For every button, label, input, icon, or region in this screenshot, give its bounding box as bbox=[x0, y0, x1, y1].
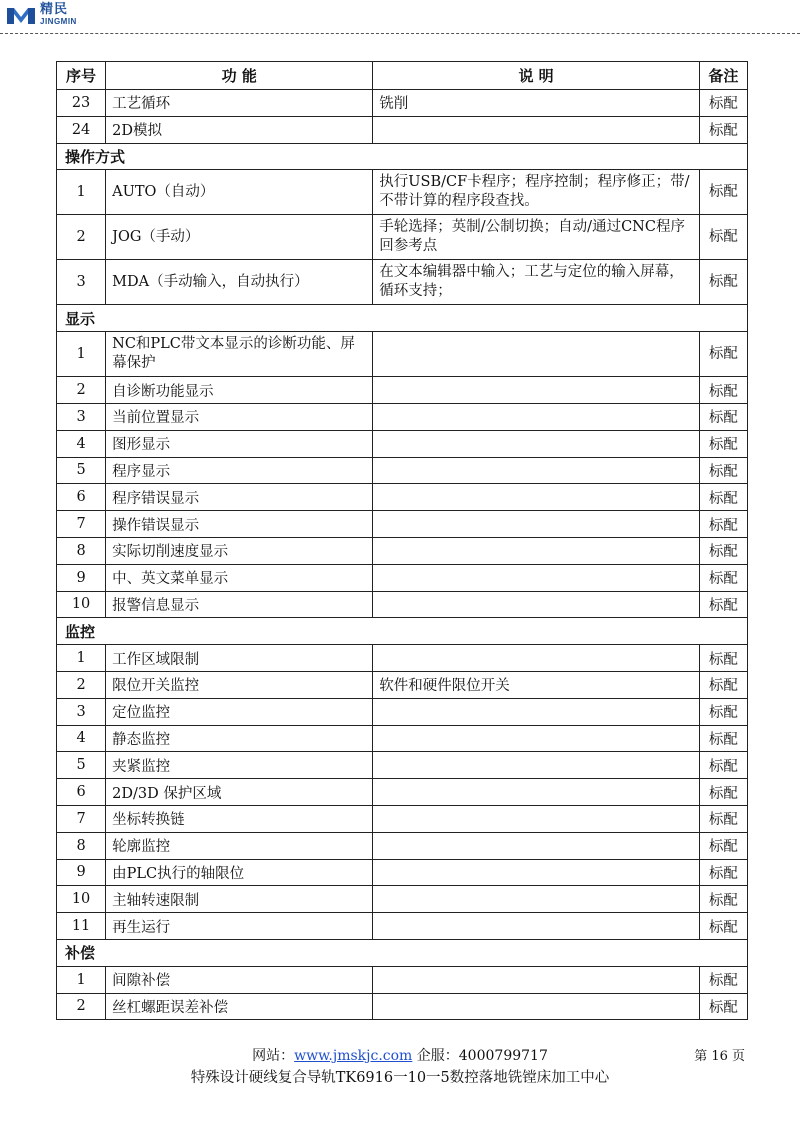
row-desc bbox=[373, 484, 700, 511]
table-row bbox=[57, 457, 748, 484]
table-row bbox=[57, 886, 748, 913]
row-no: 1 bbox=[57, 332, 106, 377]
footer-document-title: 特殊设计硬线复合导轨TK6916一10一5数控落地铣镗床加工中心 bbox=[190, 1070, 610, 1086]
table-row bbox=[57, 377, 748, 404]
row-no: 9 bbox=[57, 564, 106, 591]
row-remark: 标配 bbox=[699, 332, 747, 377]
section-title-monitoring: 监控 bbox=[57, 618, 748, 645]
row-desc bbox=[373, 564, 700, 591]
company-logo bbox=[6, 3, 77, 29]
row-remark: 标配 bbox=[699, 832, 747, 859]
row-function: 工艺循环 bbox=[106, 90, 373, 117]
row-desc bbox=[373, 725, 700, 752]
table-row bbox=[57, 260, 748, 305]
row-no: 5 bbox=[57, 457, 106, 484]
row-desc bbox=[373, 430, 700, 457]
table-row bbox=[57, 90, 748, 117]
row-no: 1 bbox=[57, 645, 106, 672]
row-remark: 标配 bbox=[699, 591, 747, 618]
table-row bbox=[57, 698, 748, 725]
row-remark: 标配 bbox=[699, 90, 747, 117]
row-function: JOG（手动） bbox=[106, 215, 373, 260]
table-row bbox=[57, 430, 748, 457]
table-header-row bbox=[57, 62, 748, 90]
section-title-compensation: 补偿 bbox=[57, 939, 748, 966]
row-no: 5 bbox=[57, 752, 106, 779]
logo-name-en: JINGMIN bbox=[40, 17, 77, 26]
row-remark: 标配 bbox=[699, 484, 747, 511]
row-desc bbox=[373, 993, 700, 1020]
table-row bbox=[57, 511, 748, 538]
col-header-remark: 备注 bbox=[699, 62, 747, 90]
row-function: 程序显示 bbox=[106, 457, 373, 484]
section-title-display: 显示 bbox=[57, 305, 748, 332]
table-row bbox=[57, 215, 748, 260]
row-function: 工作区域限制 bbox=[106, 645, 373, 672]
row-desc bbox=[373, 832, 700, 859]
row-remark: 标配 bbox=[699, 752, 747, 779]
row-function: 静态监控 bbox=[106, 725, 373, 752]
row-remark: 标配 bbox=[699, 671, 747, 698]
row-remark: 标配 bbox=[699, 725, 747, 752]
table-row bbox=[57, 332, 748, 377]
table-row bbox=[57, 484, 748, 511]
row-function: 丝杠螺距误差补偿 bbox=[106, 993, 373, 1020]
table-row bbox=[57, 752, 748, 779]
row-desc bbox=[373, 698, 700, 725]
row-function: 当前位置显示 bbox=[106, 403, 373, 430]
row-desc bbox=[373, 332, 700, 377]
row-function: 图形显示 bbox=[106, 430, 373, 457]
row-no: 1 bbox=[57, 966, 106, 993]
row-desc: 手轮选择；英制/公制切换；自动/通过CNC程序回参考点 bbox=[373, 215, 700, 260]
row-no: 2 bbox=[57, 377, 106, 404]
row-desc bbox=[373, 116, 700, 143]
row-remark: 标配 bbox=[699, 564, 747, 591]
row-desc: 执行USB/CF卡程序；程序控制；程序修正；带/不带计算的程序段查找。 bbox=[373, 170, 700, 215]
row-function: 由PLC执行的轴限位 bbox=[106, 859, 373, 886]
row-function: 夹紧监控 bbox=[106, 752, 373, 779]
row-desc bbox=[373, 779, 700, 806]
row-no: 3 bbox=[57, 403, 106, 430]
row-function: 中、英文菜单显示 bbox=[106, 564, 373, 591]
table-row bbox=[57, 859, 748, 886]
row-no: 7 bbox=[57, 805, 106, 832]
row-no: 1 bbox=[57, 170, 106, 215]
row-remark: 标配 bbox=[699, 698, 747, 725]
spec-table bbox=[56, 61, 748, 1020]
row-remark: 标配 bbox=[699, 913, 747, 940]
table-row bbox=[57, 116, 748, 143]
table-row bbox=[57, 725, 748, 752]
row-remark: 标配 bbox=[699, 645, 747, 672]
row-remark: 标配 bbox=[699, 215, 747, 260]
row-desc bbox=[373, 403, 700, 430]
row-function: 2D模拟 bbox=[106, 116, 373, 143]
footer-site-label: 网站： bbox=[252, 1048, 295, 1064]
row-function: 主轴转速限制 bbox=[106, 886, 373, 913]
row-desc: 在文本编辑器中输入；工艺与定位的输入屏幕， 循环支持； bbox=[373, 260, 700, 305]
table-row bbox=[57, 537, 748, 564]
row-desc bbox=[373, 457, 700, 484]
row-function: 限位开关监控 bbox=[106, 671, 373, 698]
row-no: 10 bbox=[57, 886, 106, 913]
row-no: 9 bbox=[57, 859, 106, 886]
row-remark: 标配 bbox=[699, 260, 747, 305]
col-header-no: 序号 bbox=[57, 62, 106, 90]
row-function: MDA（手动输入，自动执行） bbox=[106, 260, 373, 305]
row-desc bbox=[373, 805, 700, 832]
section-title-operation-mode: 操作方式 bbox=[57, 143, 748, 170]
row-function: 轮廓监控 bbox=[106, 832, 373, 859]
row-no: 4 bbox=[57, 725, 106, 752]
table-row bbox=[57, 805, 748, 832]
row-remark: 标配 bbox=[699, 966, 747, 993]
row-desc bbox=[373, 645, 700, 672]
table-row bbox=[57, 913, 748, 940]
row-no: 11 bbox=[57, 913, 106, 940]
row-desc: 软件和硬件限位开关 bbox=[373, 671, 700, 698]
row-remark: 标配 bbox=[699, 116, 747, 143]
row-function: 2D/3D 保护区域 bbox=[106, 779, 373, 806]
table-row bbox=[57, 645, 748, 672]
row-function: 实际切削速度显示 bbox=[106, 537, 373, 564]
row-function: 自诊断功能显示 bbox=[106, 377, 373, 404]
row-no: 6 bbox=[57, 484, 106, 511]
row-function: 操作错误显示 bbox=[106, 511, 373, 538]
table-row bbox=[57, 403, 748, 430]
section-header-row bbox=[57, 143, 748, 170]
row-no: 2 bbox=[57, 215, 106, 260]
row-remark: 标配 bbox=[699, 537, 747, 564]
row-no: 3 bbox=[57, 698, 106, 725]
row-function: 定位监控 bbox=[106, 698, 373, 725]
row-desc bbox=[373, 966, 700, 993]
row-remark: 标配 bbox=[699, 457, 747, 484]
header-divider bbox=[0, 33, 800, 34]
row-no: 8 bbox=[57, 537, 106, 564]
table-row bbox=[57, 564, 748, 591]
row-desc bbox=[373, 511, 700, 538]
row-no: 2 bbox=[57, 993, 106, 1020]
row-no: 24 bbox=[57, 116, 106, 143]
row-remark: 标配 bbox=[699, 430, 747, 457]
row-no: 23 bbox=[57, 90, 106, 117]
row-function: 再生运行 bbox=[106, 913, 373, 940]
row-function: NC和PLC带文本显示的诊断功能、屏幕保护 bbox=[106, 332, 373, 377]
row-remark: 标配 bbox=[699, 886, 747, 913]
row-remark: 标配 bbox=[699, 403, 747, 430]
row-no: 2 bbox=[57, 671, 106, 698]
row-desc bbox=[373, 752, 700, 779]
row-no: 3 bbox=[57, 260, 106, 305]
table-row bbox=[57, 591, 748, 618]
jingmin-logo-icon bbox=[6, 5, 36, 27]
row-desc: 铣削 bbox=[373, 90, 700, 117]
row-desc bbox=[373, 913, 700, 940]
row-function: 程序错误显示 bbox=[106, 484, 373, 511]
section-header-row bbox=[57, 305, 748, 332]
row-remark: 标配 bbox=[699, 377, 747, 404]
row-no: 7 bbox=[57, 511, 106, 538]
row-desc bbox=[373, 886, 700, 913]
table-row bbox=[57, 966, 748, 993]
table-row bbox=[57, 779, 748, 806]
row-remark: 标配 bbox=[699, 511, 747, 538]
row-no: 4 bbox=[57, 430, 106, 457]
table-row bbox=[57, 993, 748, 1020]
footer-site-link[interactable]: www.jmskjc.com bbox=[294, 1048, 413, 1064]
row-function: AUTO（自动） bbox=[106, 170, 373, 215]
row-desc bbox=[373, 377, 700, 404]
row-no: 6 bbox=[57, 779, 106, 806]
page-number: 第 16 页 bbox=[694, 1049, 745, 1064]
row-no: 8 bbox=[57, 832, 106, 859]
col-header-function: 功 能 bbox=[106, 62, 373, 90]
row-remark: 标配 bbox=[699, 170, 747, 215]
row-remark: 标配 bbox=[699, 859, 747, 886]
table-row bbox=[57, 671, 748, 698]
footer-contact bbox=[0, 1045, 800, 1065]
row-desc bbox=[373, 537, 700, 564]
logo-name-cn: 精民 bbox=[40, 2, 69, 17]
row-remark: 标配 bbox=[699, 805, 747, 832]
footer-phone: 企服：4000799717 bbox=[412, 1048, 548, 1064]
row-no: 10 bbox=[57, 591, 106, 618]
table-row bbox=[57, 832, 748, 859]
row-remark: 标配 bbox=[699, 779, 747, 806]
row-function: 间隙补偿 bbox=[106, 966, 373, 993]
section-header-row bbox=[57, 939, 748, 966]
row-desc bbox=[373, 591, 700, 618]
row-function: 坐标转换链 bbox=[106, 805, 373, 832]
section-header-row bbox=[57, 618, 748, 645]
col-header-desc: 说 明 bbox=[373, 62, 700, 90]
table-row bbox=[57, 170, 748, 215]
row-desc bbox=[373, 859, 700, 886]
row-remark: 标配 bbox=[699, 993, 747, 1020]
row-function: 报警信息显示 bbox=[106, 591, 373, 618]
